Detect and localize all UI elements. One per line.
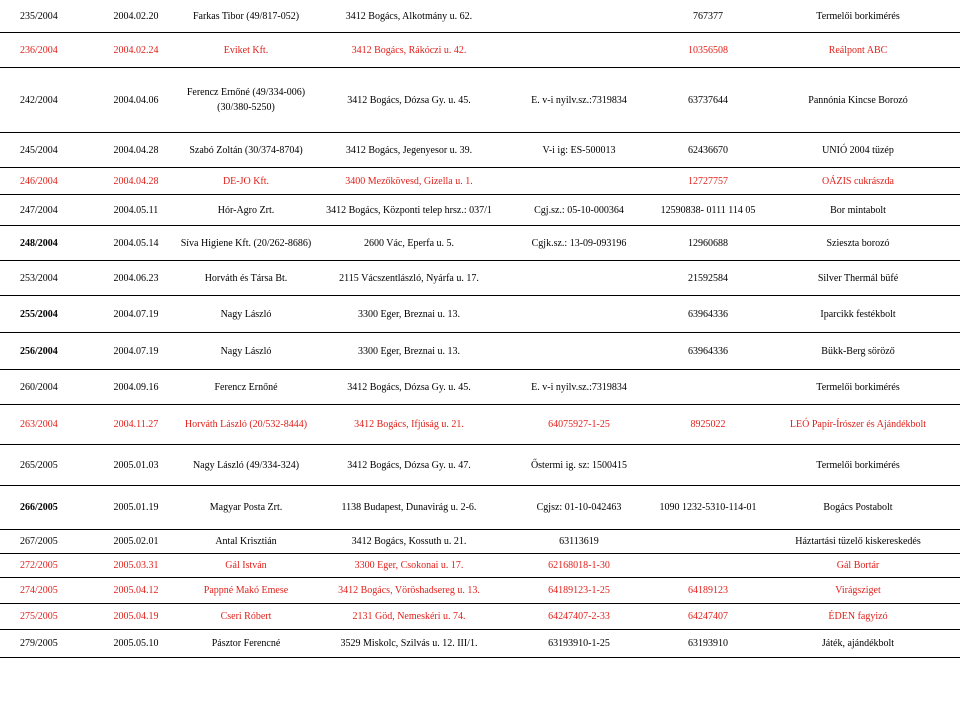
operator-name: Nagy László	[220, 308, 272, 320]
address: 3412 Bogács, Rákóczi u. 42.	[351, 44, 467, 56]
registration-number: 246/2004	[20, 175, 58, 187]
table-row	[0, 445, 960, 486]
table-row	[0, 630, 960, 658]
registration-date: 2005.01.19	[113, 502, 159, 513]
registration-number: 275/2005	[20, 611, 58, 622]
operator-name: DE-JO Kft.	[222, 175, 270, 187]
tax-number: 10356508	[688, 44, 728, 56]
registration-date: 2004.05.14	[113, 237, 159, 249]
registry-number: 64075927-1-25	[548, 419, 610, 430]
table-row	[0, 370, 960, 405]
address: 1138 Budapest, Dunavirág u. 2-6.	[341, 502, 477, 513]
address: 3412 Bogács, Ifjúság u. 21.	[354, 419, 464, 430]
registration-number: 235/2004	[20, 10, 58, 22]
shop-name: Bor mintabolt	[830, 204, 886, 216]
registration-date: 2005.05.10	[113, 638, 159, 649]
registry-number	[500, 0, 658, 32]
tax-number: 63737644	[688, 94, 728, 106]
operator-name: Hór-Agro Zrt.	[217, 204, 275, 216]
tax-number: 63964336	[688, 308, 728, 320]
registry-number: E. v-i nyilv.sz.:7319834	[531, 94, 627, 106]
address: 3300 Eger, Csokonai u. 17.	[354, 560, 464, 571]
registry-number: 62168018-1-30	[548, 560, 610, 571]
shop-name: ÉDEN fagyizó	[828, 611, 888, 622]
registry-number	[500, 168, 658, 194]
shop-name: Szieszta borozó	[826, 237, 890, 249]
shop-name: Iparcikk festékbolt	[820, 308, 896, 320]
operator-name: Antal Krisztián	[215, 536, 277, 547]
address: 3300 Eger, Breznai u. 13.	[357, 345, 461, 357]
registration-date: 2004.07.19	[113, 308, 159, 320]
shop-name: Termelői borkimérés	[816, 10, 900, 22]
operator-name: Nagy László	[220, 345, 272, 357]
registration-number: 265/2005	[20, 459, 58, 471]
table-row	[0, 33, 960, 68]
registry-number	[500, 296, 658, 332]
tax-number	[658, 530, 758, 553]
address: 3412 Bogács, Dózsa Gy. u. 45.	[347, 381, 471, 393]
tax-number: 64247407	[688, 611, 728, 622]
registration-number: 256/2004	[20, 345, 58, 357]
registration-number: 272/2005	[20, 560, 58, 571]
address: 3300 Eger, Breznai u. 13.	[357, 308, 461, 320]
operator-name: Farkas Tibor (49/817-052)	[192, 10, 300, 22]
registration-date: 2004.02.24	[113, 44, 159, 56]
registration-number: 248/2004	[20, 237, 58, 249]
tax-number	[658, 445, 758, 485]
registry-number	[500, 33, 658, 67]
tax-number: 12727757	[688, 175, 728, 187]
registry-number: Cgjsz: 01-10-042463	[536, 502, 622, 513]
operator-name: Síva Higiene Kft. (20/262-8686)	[180, 237, 312, 249]
registration-date: 2004.04.28	[113, 144, 159, 156]
registration-number: 263/2004	[20, 419, 58, 430]
tax-number: 1090 1232-5310-114-01	[659, 502, 757, 513]
operator-name: Nagy László (49/334-324)	[192, 459, 300, 471]
address: 3412 Bogács, Vöröshadsereg u. 13.	[338, 585, 480, 596]
shop-name: Reálpont ABC	[828, 44, 888, 56]
registration-date: 2004.09.16	[113, 381, 159, 393]
operator-name: Pásztor Ferencné	[211, 638, 281, 649]
shop-name: Gál Bortár	[836, 560, 880, 571]
registration-number: 266/2005	[20, 502, 58, 513]
address: 3412 Bogács, Alkotmány u. 62.	[345, 10, 473, 22]
tax-number: 62436670	[688, 144, 728, 156]
registry-number: 64247407-2-33	[548, 611, 610, 622]
registration-number: 260/2004	[20, 381, 58, 393]
tax-number	[658, 370, 758, 404]
operator-name: Ferencz Ernőné	[214, 381, 278, 393]
tax-number: 12960688	[688, 237, 728, 249]
registration-date: 2005.04.12	[113, 585, 159, 596]
address: 2131 Göd, Nemeskéri u. 74.	[352, 611, 466, 622]
table-row	[0, 405, 960, 445]
tax-number: 64189123	[688, 585, 728, 596]
tax-number: 63193910	[688, 638, 728, 649]
address: 2600 Vác, Eperfa u. 5.	[363, 237, 455, 249]
registry-number: 63193910-1-25	[548, 638, 610, 649]
registration-number: 253/2004	[20, 272, 58, 284]
registry-number	[500, 261, 658, 295]
registry-number	[500, 333, 658, 369]
table-row	[0, 578, 960, 604]
shop-name: Silver Thermál büfé	[817, 272, 899, 284]
registry-number: 63113619	[559, 536, 599, 547]
registration-date: 2004.05.11	[113, 204, 159, 216]
address: 3400 Mezőkövesd, Gizella u. 1.	[345, 175, 473, 187]
operator-name: Magyar Posta Zrt.	[209, 502, 283, 513]
shop-name: Pannónia Kincse Borozó	[808, 94, 908, 106]
registration-date: 2005.03.31	[113, 560, 159, 571]
address: 2115 Vácszentlászló, Nyárfa u. 17.	[339, 272, 479, 284]
operator-name: Szabó Zoltán (30/374-8704)	[189, 144, 303, 156]
table-row	[0, 261, 960, 296]
registration-date: 2004.02.20	[113, 10, 159, 22]
address: 3529 Miskolc, Szilvás u. 12. III/1.	[340, 638, 478, 649]
address: 3412 Bogács, Dózsa Gy. u. 47.	[347, 459, 471, 471]
table-row	[0, 486, 960, 530]
shop-name: Háztartási tüzelő kiskereskedés	[795, 536, 921, 547]
table-row	[0, 296, 960, 333]
table-row	[0, 530, 960, 554]
table-row	[0, 195, 960, 226]
registry-number: V-i ig: ES-500013	[542, 144, 616, 156]
registration-number: 247/2004	[20, 204, 58, 216]
table-row	[0, 168, 960, 195]
shop-name: Termelői borkimérés	[816, 459, 900, 471]
operator-name: Horváth és Társa Bt.	[204, 272, 288, 284]
shop-name: LEÓ Papír-Írószer és Ajándékbolt	[789, 419, 927, 430]
address: 3412 Bogács, Jegenyesor u. 39.	[345, 144, 473, 156]
operator-name: Pappné Makó Emese	[203, 585, 289, 596]
tax-number: 8925022	[690, 419, 726, 430]
registry-number: Cgjk.sz.: 13-09-093196	[531, 237, 627, 249]
table-row	[0, 226, 960, 261]
registration-date: 2004.11.27	[113, 419, 159, 430]
registration-number: 267/2005	[20, 536, 58, 547]
registration-date: 2005.01.03	[113, 459, 159, 471]
registration-number: 242/2004	[20, 94, 58, 106]
registration-number: 274/2005	[20, 585, 58, 596]
address: 3412 Bogács, Dózsa Gy. u. 45.	[347, 94, 471, 106]
registration-number: 279/2005	[20, 638, 58, 649]
shop-name: Virágsziget	[835, 585, 881, 596]
shop-name: Bogács Postabolt	[823, 502, 893, 513]
address: 3412 Bogács, Központi telep hrsz.: 037/1	[326, 204, 492, 216]
registration-date: 2005.04.19	[113, 611, 159, 622]
tax-number: 12590838- 0111 114 05	[660, 204, 756, 216]
operator-name: Horváth László (20/532-8444)	[184, 419, 308, 430]
registration-number: 255/2004	[20, 308, 58, 320]
registration-date: 2004.06.23	[113, 272, 159, 284]
registration-date: 2005.02.01	[113, 536, 159, 547]
tax-number: 767377	[693, 10, 723, 22]
shop-name: OÁZIS cukrászda	[822, 175, 894, 187]
table-row	[0, 333, 960, 370]
tax-number: 21592584	[688, 272, 728, 284]
table-row	[0, 604, 960, 630]
operator-name: Ferencz Ernőné (49/334-006) (30/380-5250)	[186, 87, 306, 113]
operator-name: Eviket Kft.	[223, 44, 269, 56]
registration-date: 2004.04.28	[113, 175, 159, 187]
table-row	[0, 0, 960, 33]
tax-number: 63964336	[688, 345, 728, 357]
shop-name: Játék, ajándékbolt	[821, 638, 895, 649]
shop-name: Termelői borkimérés	[816, 381, 900, 393]
operator-name: Gál István	[225, 560, 267, 571]
operator-name: Cseri Róbert	[220, 611, 272, 622]
registry-number: Őstermi ig. sz: 1500415	[530, 459, 628, 471]
table-row	[0, 554, 960, 578]
address: 3412 Bogács, Kossuth u. 21.	[351, 536, 467, 547]
registration-date: 2004.07.19	[113, 345, 159, 357]
table-row	[0, 133, 960, 168]
tax-number	[658, 554, 758, 577]
shop-name: Bükk-Berg söröző	[821, 345, 895, 357]
shop-name: UNIÓ 2004 tüzép	[822, 144, 894, 156]
registry-number: E. v-i nyilv.sz.:7319834	[531, 381, 627, 393]
table-row	[0, 68, 960, 133]
registration-date: 2004.04.06	[113, 94, 159, 106]
registry-number: 64189123-1-25	[548, 585, 610, 596]
registration-number: 236/2004	[20, 44, 58, 56]
registry-number: Cgj.sz.: 05-10-000364	[534, 204, 624, 216]
registration-number: 245/2004	[20, 144, 58, 156]
